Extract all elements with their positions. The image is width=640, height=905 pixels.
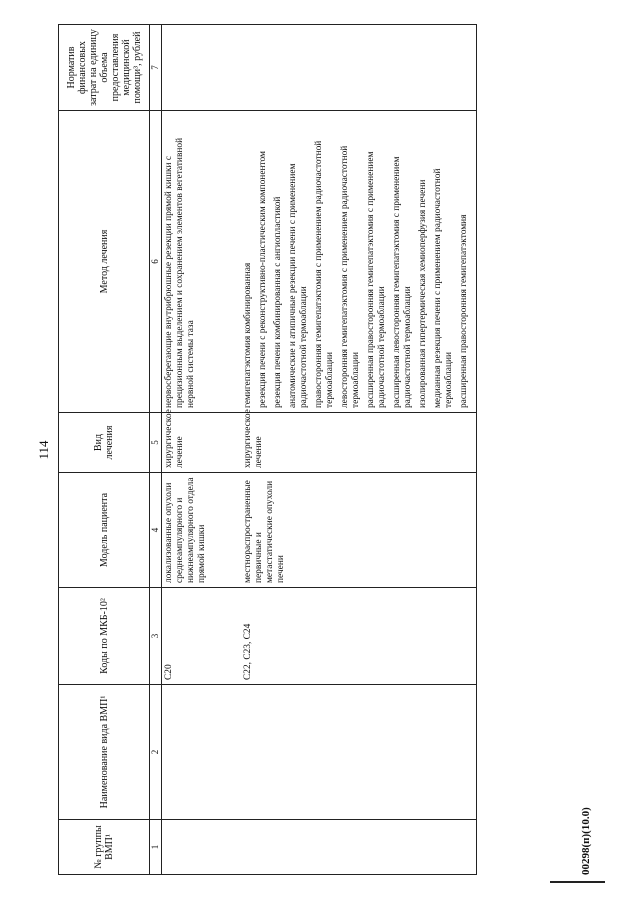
treatment-type: хирургическое лечение — [243, 409, 264, 468]
table-body-row — [162, 25, 477, 875]
table-row — [164, 477, 243, 583]
header-treatment-type: Вид лечения — [59, 413, 150, 473]
treatment-method: резекция печени с реконструктивно-пластическим компонентом — [258, 151, 268, 408]
page-number: 114 — [36, 440, 51, 460]
header-vmp-name: Наименование вида ВМП¹ — [59, 685, 150, 820]
treatment-method: гемигепатэктомия комбинированная — [243, 262, 253, 408]
treatment-type: хирургическое лечение — [164, 409, 185, 468]
icd-code: C22, C23, C24 — [243, 623, 253, 680]
header-treatment-method: Метод лечения — [59, 111, 150, 413]
patient-model: местнораспространенные первичные и метастатические опухоли печени — [243, 480, 286, 583]
treatment-method: анатомические и атипичные резекции печени с применением радиочастотной термоаблации — [288, 163, 309, 408]
table-row — [164, 592, 243, 680]
treatment-method: медианная резекция печени с применением радиочастотной термоаблации — [433, 168, 454, 408]
table-row — [164, 115, 243, 408]
treatment-method: левосторонняя гемигепатэктомия с применением радиочастотной термоаблации — [340, 145, 361, 408]
table-row — [243, 592, 254, 680]
treatment-method: правосторонняя гемигепатэктомия с применением радиочастотной термоаблации — [314, 140, 335, 408]
header-icd-codes: Коды по МКБ-10² — [59, 588, 150, 685]
vmp-name-cell — [162, 685, 477, 820]
icd-code: C20 — [164, 664, 174, 680]
treatment-method: изолированная гипертермическая хемиоперфузия печени — [418, 179, 428, 408]
header-row — [59, 25, 150, 875]
table-row — [164, 409, 243, 468]
treatment-type-cell — [162, 409, 477, 473]
patient-model-cell — [162, 473, 477, 588]
patient-model: локализованные опухоли среднеампулярного и нижнеампулярного отдела прямой кишки — [164, 477, 207, 583]
icd-codes-cell — [162, 588, 477, 685]
treatment-method: расширенная правосторонняя гемигепатэктомия с применением радиочастотной термоаблации — [366, 151, 387, 408]
column-number: 7 — [150, 25, 162, 111]
column-number: 6 — [150, 111, 162, 413]
treatment-method: расширенная правосторонняя гемигепатэктомия — [459, 214, 469, 408]
column-number: 5 — [150, 413, 162, 473]
column-number: 2 — [150, 685, 162, 820]
column-number: 1 — [150, 820, 162, 875]
treatment-method-cell — [162, 111, 477, 413]
column-number: 3 — [150, 588, 162, 685]
header-group-number: № группы ВМП¹ — [59, 820, 150, 875]
treatment-method: расширенная левосторонняя гемигепатэктомия с применением радиочастотной термоаблации — [392, 156, 413, 408]
group-number-cell — [162, 820, 477, 875]
treatment-table — [58, 24, 477, 875]
header-patient-model: Модель пациента — [59, 473, 150, 588]
column-number-row — [150, 25, 162, 875]
document-code: 00298(п)(10.0) — [580, 807, 592, 875]
margin-line — [550, 881, 605, 883]
treatment-method: резекция печени комбинированная с ангиопластикой — [273, 196, 283, 408]
column-number: 4 — [150, 473, 162, 588]
table-row — [243, 409, 265, 468]
table-row — [243, 115, 470, 408]
cost-norm-cell — [162, 25, 477, 111]
table-row — [243, 477, 287, 583]
page-number-row — [36, 25, 52, 875]
header-cost-norm: Норматив финансовых затрат на единицу объема предоставления медицинской помощи³, рублей — [59, 25, 150, 111]
treatment-method: нервосберегающие внутрибрюшные резекции прямой кишки с прецизионным выделением и сохранением элементов вегетативной нервной системы таза — [164, 137, 196, 408]
rotated-page — [36, 25, 610, 875]
